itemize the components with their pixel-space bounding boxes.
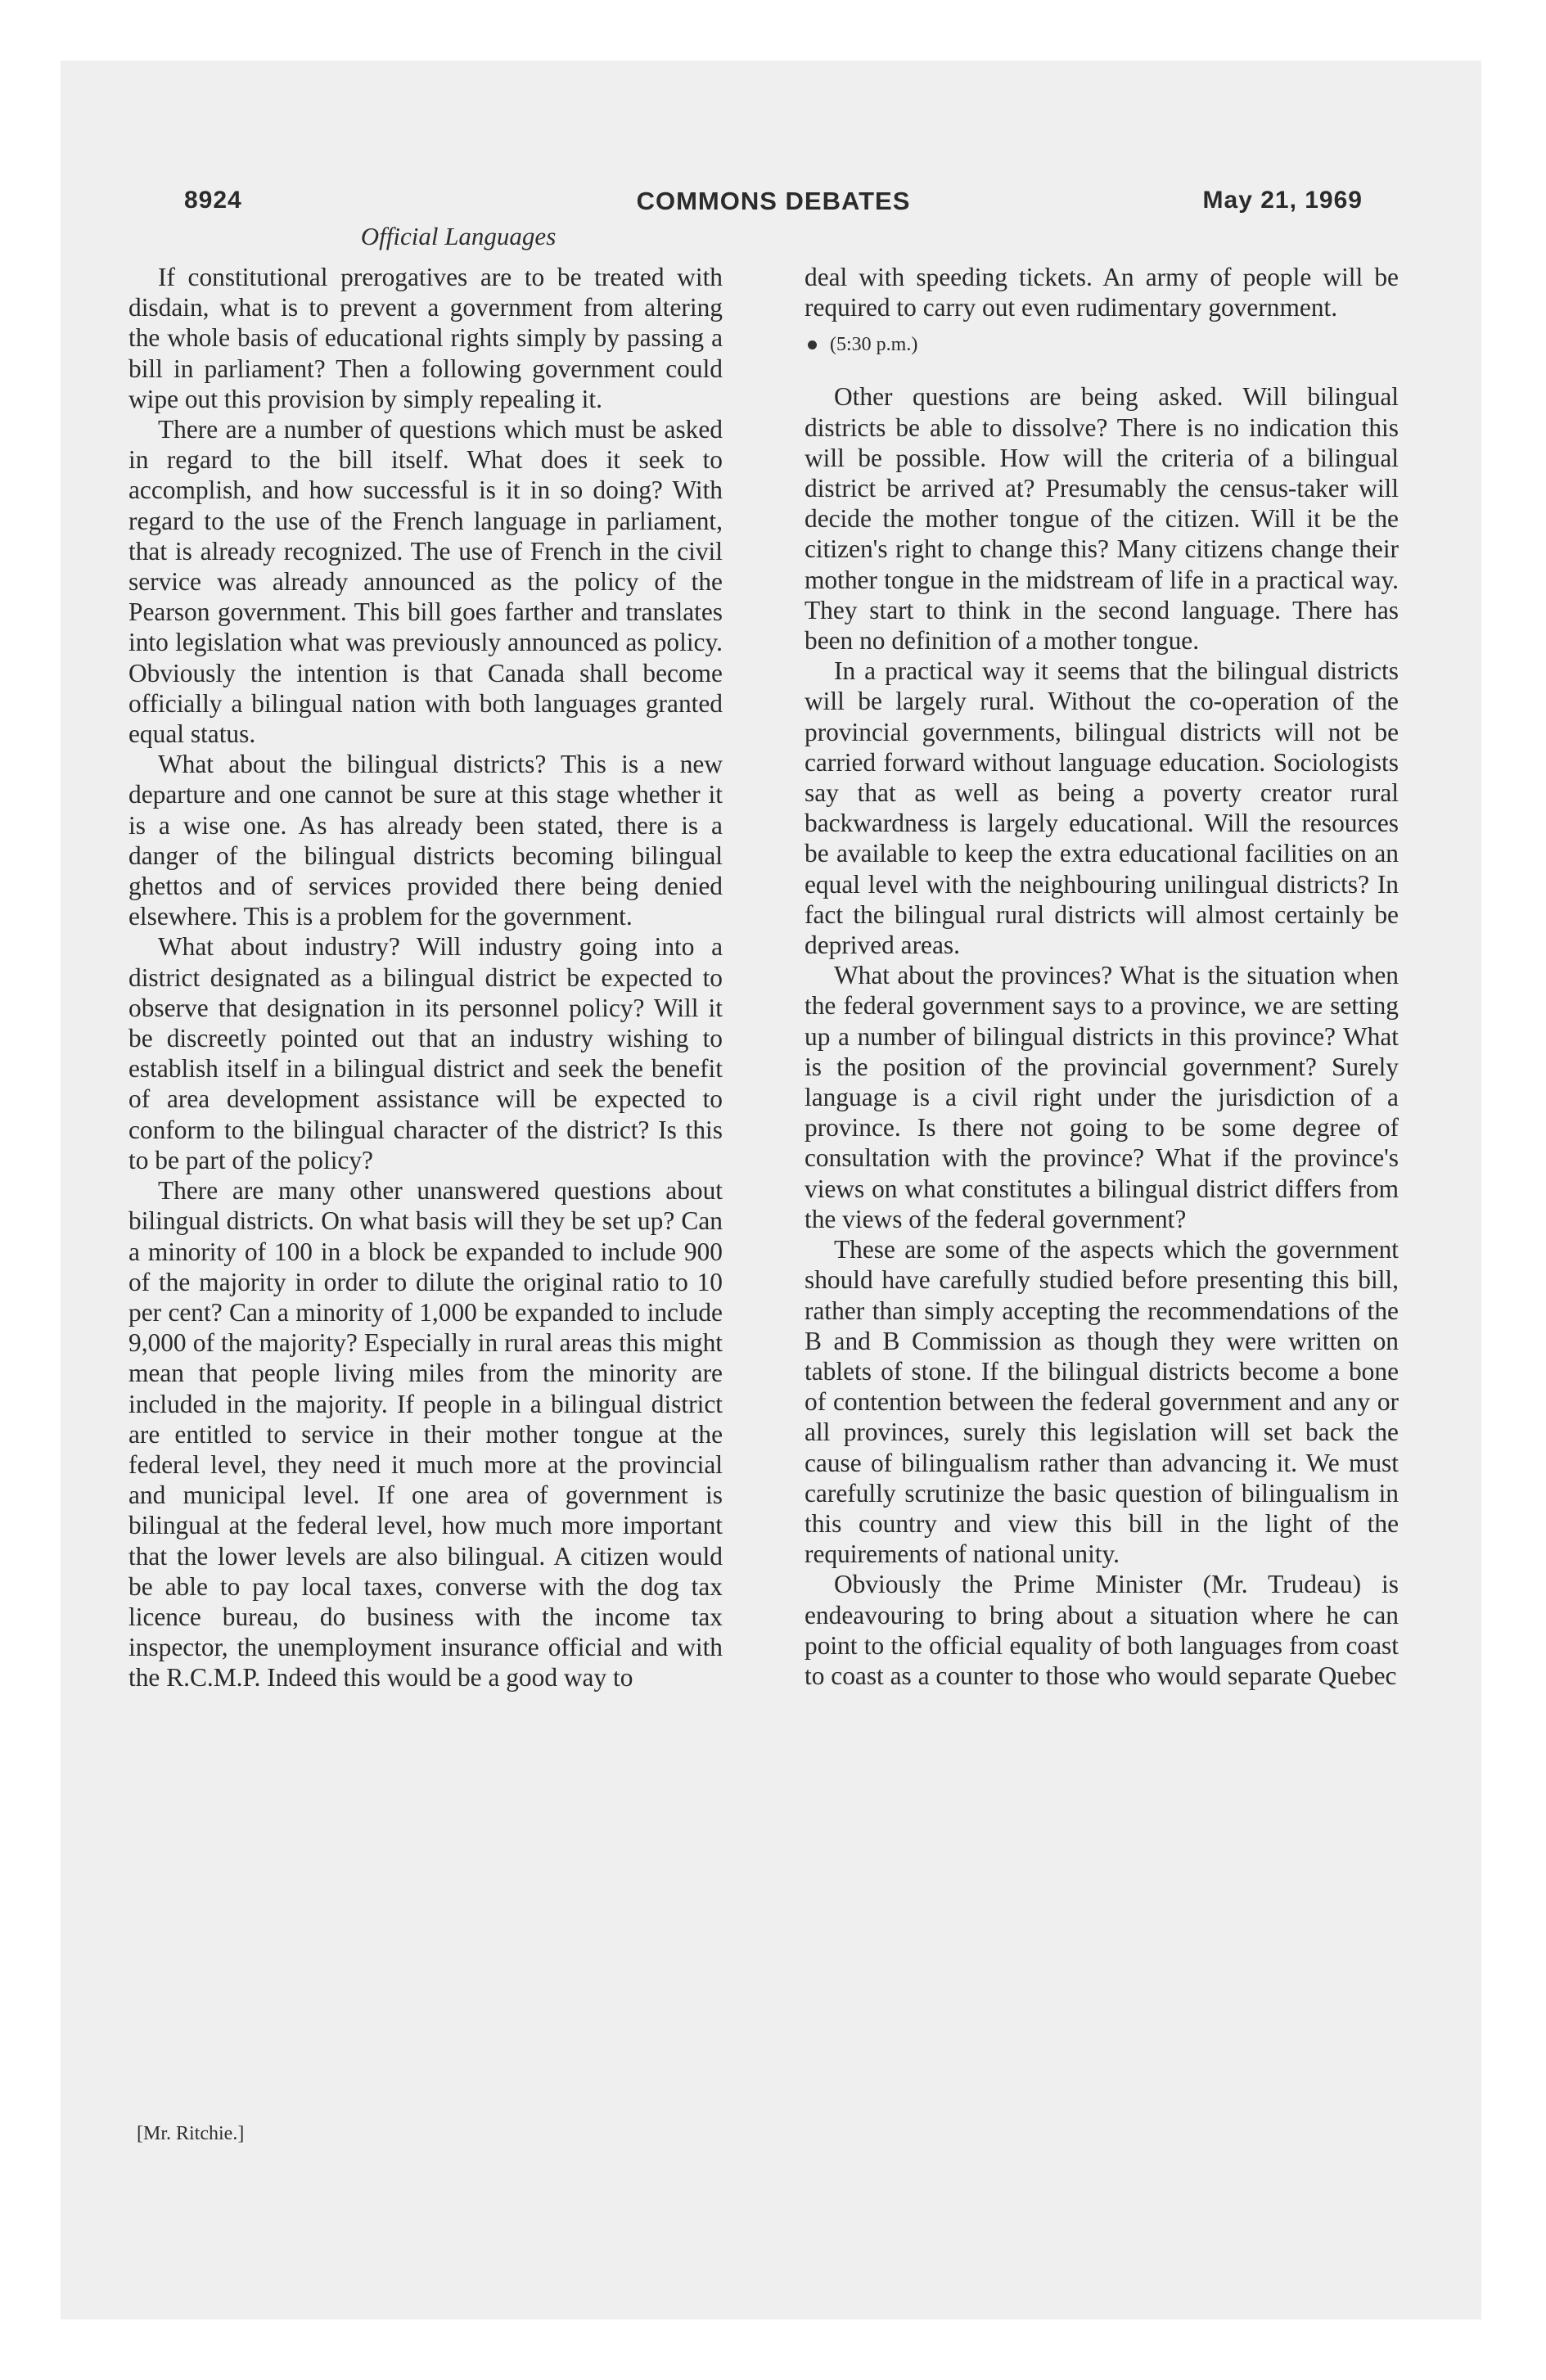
left-column	[128, 262, 723, 1693]
paragraph-continuation: deal with speeding tickets. An army of people will be required to carry out even rudimentary government.	[805, 263, 1399, 322]
page-number: 8924	[184, 187, 242, 214]
publication-date: May 21, 1969	[1202, 187, 1363, 214]
page-header	[184, 187, 1363, 219]
subject-heading: Official Languages	[360, 222, 557, 250]
publication-title: COMMONS DEBATES	[636, 187, 911, 215]
paragraph: What about industry? Will industry going into a district designated as a bilingual district be expected to observe that designation in its personnel policy? Will it be discreetly pointed out that an industry wishing to establish itself in a bilingual district and seek the benefit of area development assistance will be expected to conform to the bilingual character of the district? Is this to be part of the policy?	[128, 932, 723, 1174]
paragraph: There are many other unanswered questions about bilingual districts. On what basis will they be set up? Can a minority of 100 in a block be expanded to include 900 of the majority in order to dilute the original ratio to 10 per cent? Can a minority of 1,000 be expanded to include 9,000 of the majority? Especially in rural areas this might mean that people living miles from the minority are included in the majority. If people in a bilingual district are entitled to service in their mother tongue at the federal level, they need it much more at the provincial and municipal level. If one area of government is bilingual at the federal level, how much more important that the lower levels are also bilingual. A citizen would be able to pay local taxes, converse with the dog tax licence bureau, do business with the income tax inspector, the unemployment insurance official and with the R.C.M.P. Indeed this would be a good way to	[128, 1176, 723, 1693]
speaker-tag: [Mr. Ritchie.]	[137, 2123, 245, 2144]
time-stamp	[805, 332, 1399, 357]
paragraph: If constitutional prerogatives are to be treated with disdain, what is to prevent a government from altering the whole basis of educational rights simply by passing a bill in parliament? Then a following government could wipe out this provision by simply repealing it.	[128, 263, 723, 413]
paragraph: What about the provinces? What is the situation when the federal government says to a province, we are setting up a number of bilingual districts in this province? What is the position of the provincial government? Surely language is a civil right under the jurisdiction of a province. Is there not going to be some degree of consultation with the province? What if the province's views on what constitutes a bilingual district differs from the views of the federal government?	[805, 961, 1399, 1233]
time-stamp-text: (5:30 p.m.)	[830, 334, 918, 356]
paragraph: These are some of the aspects which the government should have carefully studied before presenting this bill, rather than simply accepting the recommendations of the B and B Commission as though they were written on tablets of stone. If the bilingual districts become a bone of contention between the federal government and any or all provinces, surely this legislation will set back the cause of bilingualism rather than advancing it. We must carefully scrutinize the basic question of bilingualism in this country and view this bill in the light of the requirements of national unity.	[805, 1235, 1399, 1569]
paragraph: In a practical way it seems that the bilingual districts will be largely rural. Without the co-operation of the provincial governments, bilingual districts will not be carried forward without language education. Sociologists say that as well as being a poverty creator rural backwardness is largely educational. Will the resources be available to keep the extra educational facilities on an equal level with the neighbouring unilingual districts? In fact the bilingual rural districts will almost certainly be deprived areas.	[805, 656, 1399, 960]
paragraph: There are a number of questions which must be asked in regard to the bill itself. What does it seek to accomplish, and how successful is it in so doing? With regard to the use of the French language in parliament, that is already recognized. The use of French in the civil service was already announced as the policy of the Pearson government. This bill goes farther and translates into legislation what was previously announced as policy. Obviously the intention is that Canada shall become officially a bilingual nation with both languages granted equal status.	[128, 415, 723, 749]
right-column	[805, 262, 1399, 1691]
paragraph: Other questions are being asked. Will bilingual districts be able to dissolve? There is no indication this will be possible. How will the criteria of a bilingual district be arrived at? Presumably the census-taker will decide the mother tongue of the citizen. Will it be the citizen's right to change this? Many citizens change their mother tongue in the midstream of life in a practical way. They start to think in the second language. There has been no definition of a mother tongue.	[805, 382, 1399, 656]
paragraph: Obviously the Prime Minister (Mr. Trudeau) is endeavouring to bring about a situation where he can point to the official equality of both languages from coast to coast as a counter to those who would separate Quebec	[805, 1570, 1399, 1690]
paragraph: What about the bilingual districts? This is a new departure and one cannot be sure at this stage whether it is a wise one. As has already been stated, there is a danger of the bilingual districts becoming bilingual ghettos and of services provided there being denied elsewhere. This is a problem for the government.	[128, 750, 723, 931]
bullet-icon	[808, 340, 817, 349]
